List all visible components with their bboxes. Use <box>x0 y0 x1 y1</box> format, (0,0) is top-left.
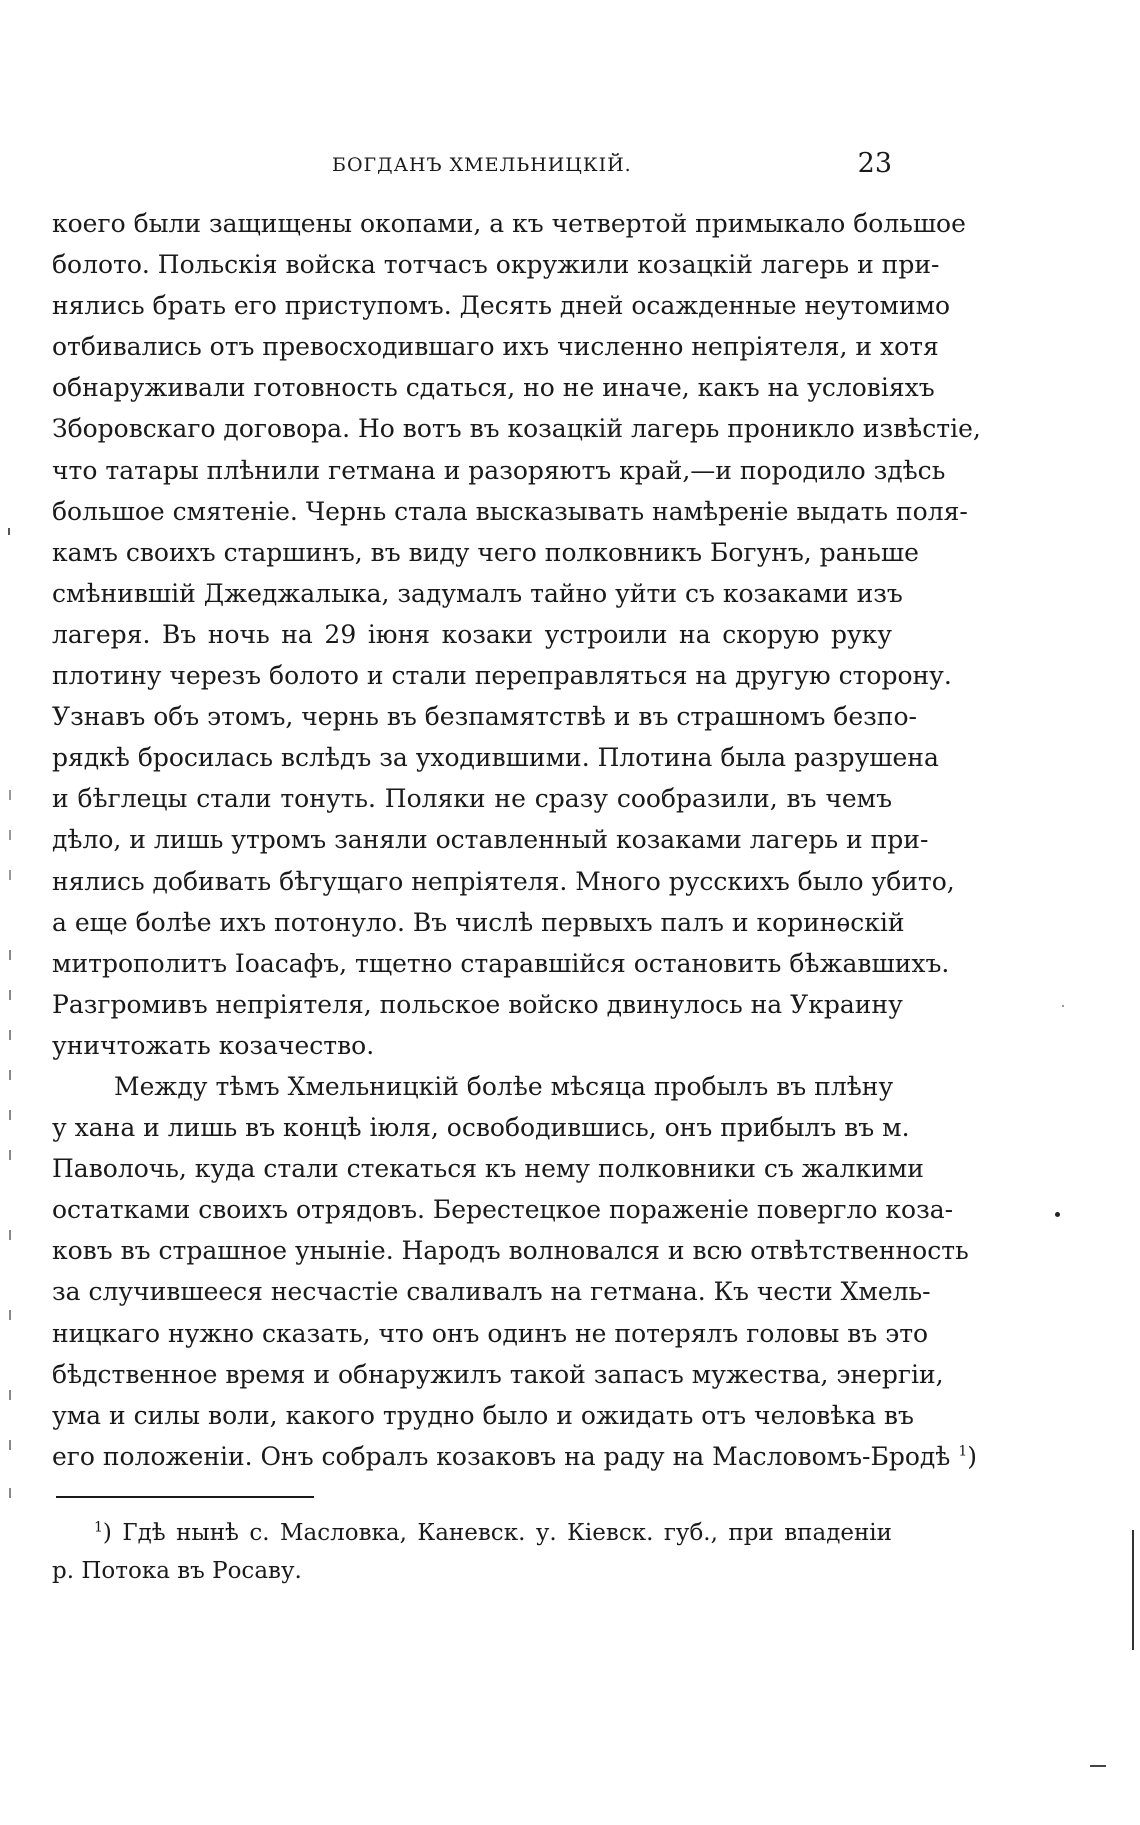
paragraph-start-line: Между тѣмъ Хмельницкій болѣе мѣсяца пробылъ въ плѣну <box>114 1071 894 1101</box>
margin-speck <box>9 1110 11 1120</box>
text-line: обнаруживали готовность сдаться, но не иначе, какъ на условіяхъ <box>52 373 935 403</box>
margin-speck <box>1090 1765 1106 1767</box>
margin-speck <box>9 1390 11 1400</box>
margin-speck <box>8 528 10 535</box>
footnotes <box>52 1514 892 1590</box>
page-edge-line <box>1132 1530 1134 1650</box>
last-text-line <box>52 1436 978 1477</box>
text-line: Зборовскаго договора. Но вотъ въ козацкій лагерь проникло извѣстіе, <box>52 414 981 444</box>
text-line: большое смятеніе. Чернь стала высказывать намѣреніе выдать поля- <box>52 496 968 526</box>
text-line: ковъ въ страшное уныніе. Народъ волновался и всю отвѣтственность <box>52 1236 969 1266</box>
text-line: а еще болѣе ихъ потонуло. Въ числѣ первыхъ палъ и коринѳскій <box>52 907 905 937</box>
text-line: камъ своихъ старшинъ, въ виду чего полковникъ Богунъ, раньше <box>52 537 919 567</box>
margin-speck <box>9 1440 11 1450</box>
margin-speck <box>9 1230 11 1240</box>
margin-speck <box>9 830 11 840</box>
text-line: плотину черезъ болото и стали переправляться на другую сторону. <box>52 661 952 691</box>
text-line: нялись добивать бѣгущаго непріятеля. Много русскихъ было убито, <box>52 866 955 896</box>
text-line: ума и силы воли, какого трудно было и ожидать отъ человѣка въ <box>52 1400 914 1430</box>
margin-speck <box>9 790 11 800</box>
text-line: дѣло, и лишь утромъ заняли оставленный козаками лагерь и при- <box>52 825 929 855</box>
text-line: митрополитъ Іоасафъ, тщетно старавшійся остановить бѣжавшихъ. <box>52 948 950 978</box>
text-line: Узнавъ объ этомъ, чернь въ безпамятствѣ и въ страшномъ безпо- <box>52 702 917 732</box>
text-line: Разгромивъ непріятеля, польское войско двинулось на Украину <box>52 989 903 1019</box>
text-line: Паволочь, куда стали стекаться къ нему полковники съ жалкими <box>52 1154 924 1184</box>
text-line: лагеря. Въ ночь на 29 іюня козаки устроили на скорую руку <box>52 619 892 649</box>
footnote-marker: 1 <box>94 1519 103 1536</box>
margin-dot <box>1055 1212 1060 1217</box>
footnote-line <box>52 1514 892 1552</box>
text-line: коего были защищены окопами, а къ четвертой примыкало большое <box>52 209 966 238</box>
text-line: болото. Польскія войска тотчасъ окружили козацкій лагерь и при- <box>52 250 940 280</box>
text-line: что татары плѣнили гетмана и разоряютъ край,—и породило здѣсь <box>52 455 946 485</box>
page-header <box>52 148 892 188</box>
text-line: за случившееся несчастіе сваливалъ на гетмана. Къ чести Хмель- <box>52 1277 931 1307</box>
footnote-text: ) Гдѣ нынѣ с. Масловка, Каневск. у. Кіевск. губ., при впаденіи <box>102 1520 892 1546</box>
text-line: рядкѣ бросилась вслѣдъ за уходившими. Плотина была разрушена <box>52 743 939 773</box>
page-number: 23 <box>857 148 892 179</box>
paragraph-end-line: уничтожать козачество. <box>52 1030 375 1060</box>
last-line-text: его положеніи. Онъ собралъ козаковъ на раду на Масловомъ-Бродѣ <box>52 1441 951 1471</box>
text-line: смѣнившій Джеджалыка, задумалъ тайно уйти съ козаками изъ <box>52 578 903 608</box>
margin-speck <box>9 1030 11 1040</box>
margin-speck <box>9 1070 11 1080</box>
margin-speck <box>9 870 11 880</box>
footnote-reference-paren: ) <box>967 1441 978 1471</box>
running-title: БОГДАНЪ ХМЕЛЬНИЦКІЙ. <box>332 154 632 176</box>
margin-speck <box>9 1310 11 1320</box>
text-line: ницкаго нужно сказать, что онъ одинъ не потерялъ головы въ это <box>52 1318 929 1348</box>
body-text <box>52 203 981 1477</box>
margin-speck <box>9 1488 11 1498</box>
text-line: отбивались отъ превосходившаго ихъ численно непріятеля, и хотя <box>52 332 939 362</box>
text-line: бѣдственное время и обнаружилъ такой запасъ мужества, энергіи, <box>52 1359 944 1389</box>
text-line: нялись брать его приступомъ. Десять дней осажденные неутомимо <box>52 291 951 321</box>
margin-speck <box>9 1150 11 1160</box>
text-line: остатками своихъ отрядовъ. Берестецкое пораженіе повергло коза- <box>52 1195 954 1225</box>
margin-speck <box>9 950 11 960</box>
text-line: у хана и лишь въ концѣ іюля, освободившись, онъ прибылъ въ м. <box>52 1113 910 1143</box>
footnote-reference: 1 <box>958 1443 968 1460</box>
text-line: и бѣглецы стали тонуть. Поляки не сразу сообразили, въ чемъ <box>52 784 892 814</box>
margin-speck <box>9 990 11 1000</box>
footnote-divider <box>56 1496 314 1498</box>
margin-speck <box>1062 1005 1064 1007</box>
footnote-line: р. Потока въ Росаву. <box>52 1558 302 1584</box>
